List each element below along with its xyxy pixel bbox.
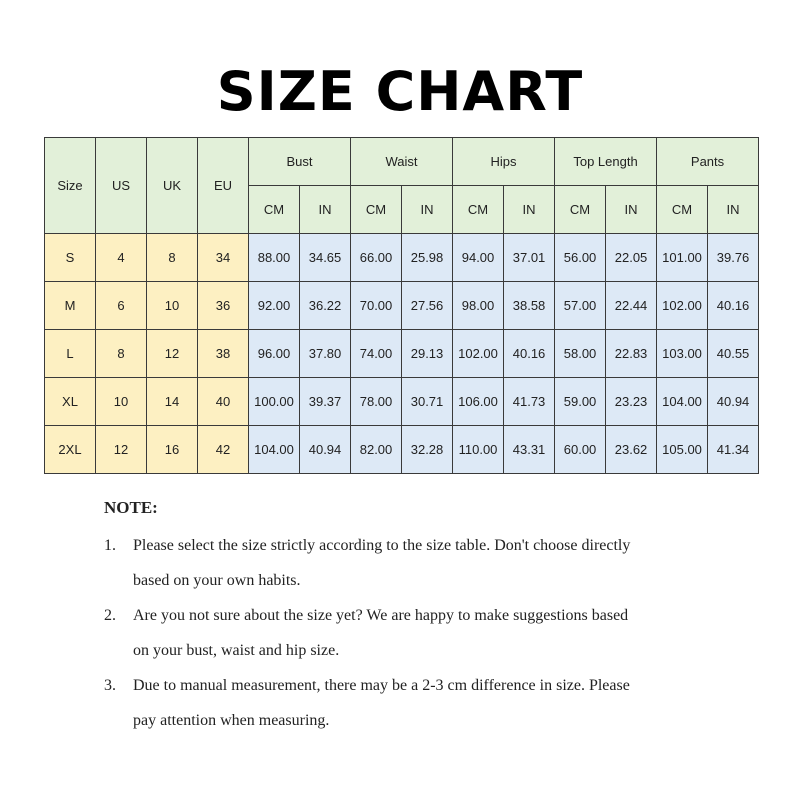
bust-in-cell: 36.22: [300, 282, 351, 330]
pants-cm-cell: 104.00: [657, 378, 708, 426]
size-cell: S: [45, 234, 96, 282]
waist-in-cell: 32.28: [402, 426, 453, 474]
note-number: 1.: [104, 537, 116, 554]
us-header: US: [96, 138, 147, 234]
note-number: 3.: [104, 677, 116, 694]
note-line: on your bust, waist and hip size.: [133, 642, 340, 659]
note-line: pay attention when measuring.: [133, 712, 330, 729]
size-cell: XL: [45, 378, 96, 426]
bust-cm-cell: 96.00: [249, 330, 300, 378]
unit-header: CM: [249, 186, 300, 234]
unit-header: CM: [657, 186, 708, 234]
hips-cm-cell: 94.00: [453, 234, 504, 282]
note-line: Please select the size strictly according to the size table. Don't choose directly: [133, 537, 631, 554]
bust-cm-cell: 88.00: [249, 234, 300, 282]
header-row: [45, 138, 759, 186]
hips-in-cell: 38.58: [504, 282, 555, 330]
page-title: SIZE CHART: [216, 60, 584, 123]
hips-in-cell: 40.16: [504, 330, 555, 378]
pants-in-cell: 39.76: [708, 234, 759, 282]
uk-cell: 16: [147, 426, 198, 474]
bust-cm-cell: 104.00: [249, 426, 300, 474]
waist-cm-cell: 70.00: [351, 282, 402, 330]
size-cell: M: [45, 282, 96, 330]
unit-header: IN: [300, 186, 351, 234]
uk-cell: 14: [147, 378, 198, 426]
eu-header: EU: [198, 138, 249, 234]
note-section: [104, 494, 724, 738]
unit-header: IN: [402, 186, 453, 234]
hips-cm-cell: 110.00: [453, 426, 504, 474]
pants-in-cell: 40.94: [708, 378, 759, 426]
top-length-cm-cell: 60.00: [555, 426, 606, 474]
note-number: 2.: [104, 607, 116, 624]
hips-in-cell: 41.73: [504, 378, 555, 426]
top-length-cm-cell: 57.00: [555, 282, 606, 330]
size-cell: L: [45, 330, 96, 378]
pants-cm-cell: 101.00: [657, 234, 708, 282]
hips-in-cell: 37.01: [504, 234, 555, 282]
bust-cm-cell: 100.00: [249, 378, 300, 426]
uk-cell: 12: [147, 330, 198, 378]
bust-in-cell: 39.37: [300, 378, 351, 426]
eu-cell: 34: [198, 234, 249, 282]
top-length-cm-cell: 58.00: [555, 330, 606, 378]
top-length-cm-cell: 56.00: [555, 234, 606, 282]
top-length-in-cell: 22.05: [606, 234, 657, 282]
table-row: [45, 426, 759, 474]
pants-cm-cell: 103.00: [657, 330, 708, 378]
note-title: NOTE:: [104, 498, 158, 517]
top-length-in-cell: 22.44: [606, 282, 657, 330]
bust-in-cell: 37.80: [300, 330, 351, 378]
hips-in-cell: 43.31: [504, 426, 555, 474]
waist-in-cell: 27.56: [402, 282, 453, 330]
eu-cell: 36: [198, 282, 249, 330]
uk-header: UK: [147, 138, 198, 234]
bust-cm-cell: 92.00: [249, 282, 300, 330]
us-cell: 6: [96, 282, 147, 330]
table-row: [45, 234, 759, 282]
pants-in-cell: 40.16: [708, 282, 759, 330]
unit-header: CM: [453, 186, 504, 234]
pants-cm-cell: 102.00: [657, 282, 708, 330]
pants-header: Pants: [657, 138, 759, 186]
waist-cm-cell: 82.00: [351, 426, 402, 474]
unit-header: CM: [555, 186, 606, 234]
note-line: Due to manual measurement, there may be a 2-3 cm difference in size. Please: [133, 677, 630, 694]
waist-cm-cell: 78.00: [351, 378, 402, 426]
hips-header: Hips: [453, 138, 555, 186]
size-table: [44, 137, 759, 474]
note-text: [133, 528, 724, 598]
hips-cm-cell: 98.00: [453, 282, 504, 330]
top-length-header: Top Length: [555, 138, 657, 186]
waist-cm-cell: 66.00: [351, 234, 402, 282]
waist-cm-cell: 74.00: [351, 330, 402, 378]
pants-cm-cell: 105.00: [657, 426, 708, 474]
note-text: [133, 598, 724, 668]
note-item: [104, 598, 724, 668]
note-line: Are you not sure about the size yet? We are happy to make suggestions based: [133, 607, 629, 624]
table-row: [45, 330, 759, 378]
pants-in-cell: 41.34: [708, 426, 759, 474]
size-header: Size: [45, 138, 96, 234]
unit-header: IN: [606, 186, 657, 234]
waist-in-cell: 25.98: [402, 234, 453, 282]
top-length-cm-cell: 59.00: [555, 378, 606, 426]
us-cell: 12: [96, 426, 147, 474]
waist-header: Waist: [351, 138, 453, 186]
unit-header: IN: [504, 186, 555, 234]
bust-in-cell: 40.94: [300, 426, 351, 474]
table-row: [45, 282, 759, 330]
top-length-in-cell: 23.23: [606, 378, 657, 426]
size-cell: 2XL: [45, 426, 96, 474]
eu-cell: 40: [198, 378, 249, 426]
uk-cell: 10: [147, 282, 198, 330]
note-line: based on your own habits.: [133, 572, 301, 589]
us-cell: 10: [96, 378, 147, 426]
us-cell: 4: [96, 234, 147, 282]
eu-cell: 38: [198, 330, 249, 378]
hips-cm-cell: 106.00: [453, 378, 504, 426]
unit-header: IN: [708, 186, 759, 234]
note-text: [133, 668, 724, 738]
table-row: [45, 378, 759, 426]
note-item: [104, 528, 724, 598]
top-length-in-cell: 23.62: [606, 426, 657, 474]
waist-in-cell: 29.13: [402, 330, 453, 378]
waist-in-cell: 30.71: [402, 378, 453, 426]
uk-cell: 8: [147, 234, 198, 282]
bust-header: Bust: [249, 138, 351, 186]
top-length-in-cell: 22.83: [606, 330, 657, 378]
hips-cm-cell: 102.00: [453, 330, 504, 378]
pants-in-cell: 40.55: [708, 330, 759, 378]
unit-header: CM: [351, 186, 402, 234]
note-item: [104, 668, 724, 738]
bust-in-cell: 34.65: [300, 234, 351, 282]
us-cell: 8: [96, 330, 147, 378]
eu-cell: 42: [198, 426, 249, 474]
